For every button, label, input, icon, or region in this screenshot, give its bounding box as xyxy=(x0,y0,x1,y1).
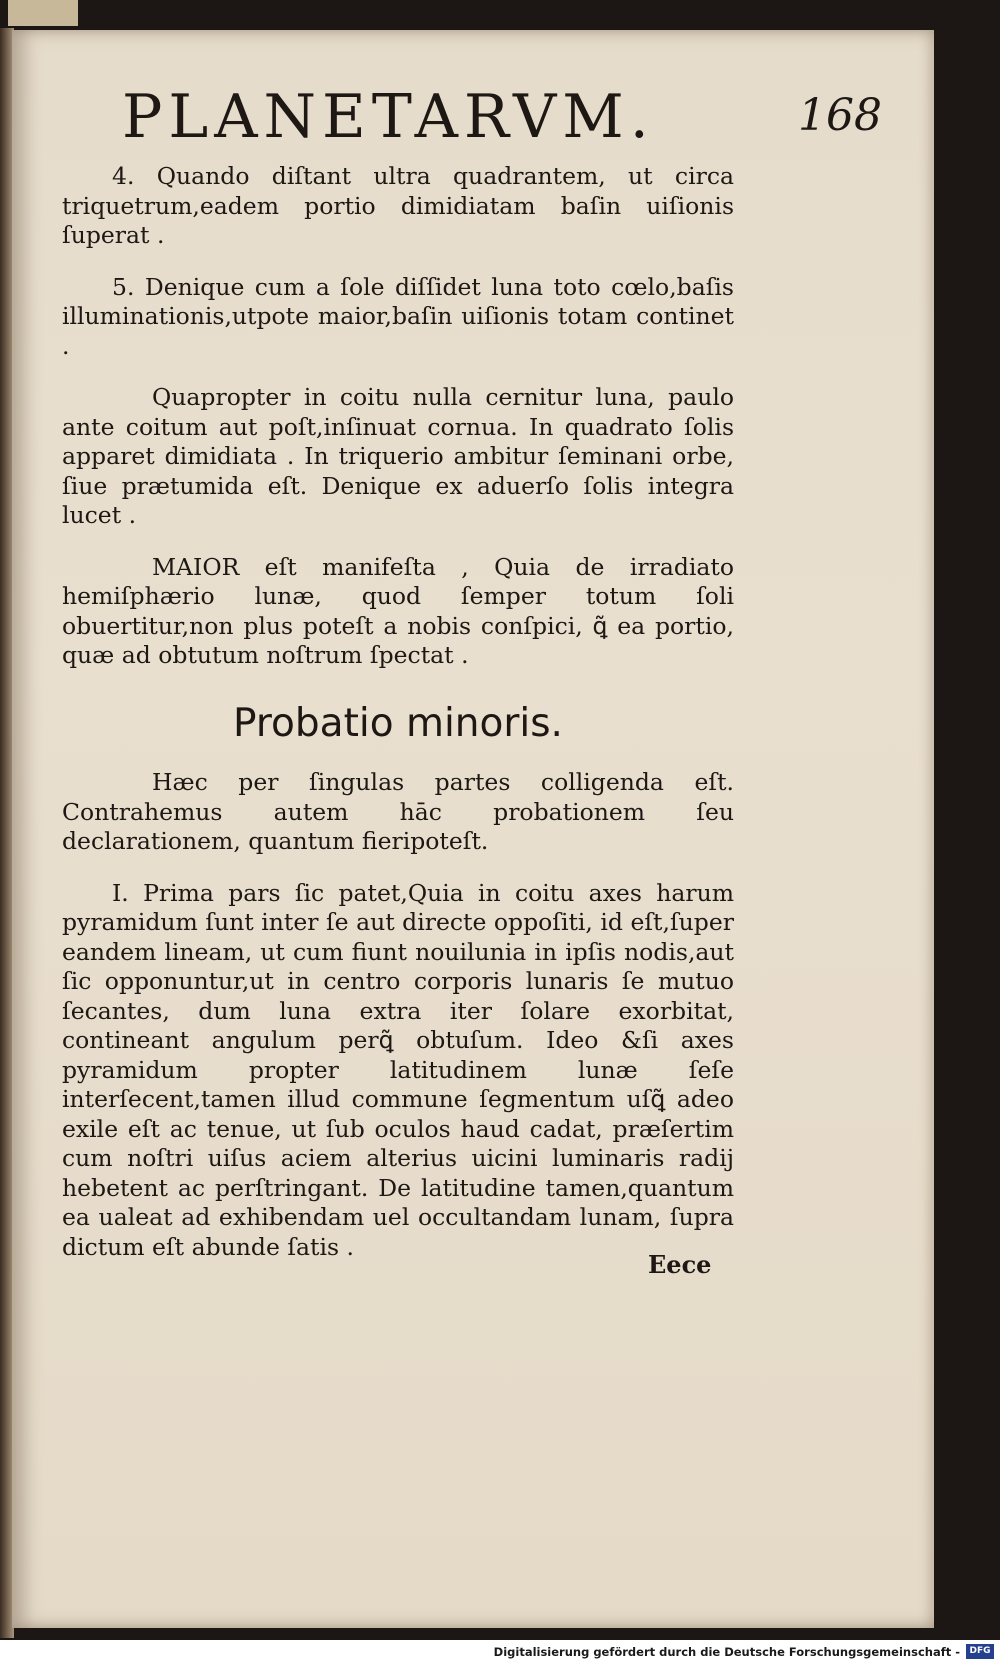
paragraph-quapropter: Quapropter in coitu nulla cernitur luna, paulo ante coitum aut poſt,inſinuat cornua. In quadrato ſolis apparet dimidiata . In triquerio ambitur ſeminani orbe, ſiue prætumida eſt. Denique ex aduerſo ſolis integra lucet . xyxy=(62,383,734,529)
paragraph-maior: MAIOR eſt manifeſta , Quia de irradiato hemiſphærio lunæ, quod ſemper totum ſoli obuertitur,non plus poteſt a nobis conſpici, ꝗ̃ ea portio, quæ ad obtutum noſtrum ſpectat . xyxy=(62,552,734,669)
paragraph-number: I. xyxy=(112,878,129,907)
paragraph-5 xyxy=(62,273,734,362)
catchword: Eece xyxy=(648,1250,712,1279)
page-number: 168 xyxy=(798,90,882,141)
paragraph-haec: Hæc per ſingulas partes colligenda eſt. Contrahemus autem hāc probationem ſeu declarationem, quantum fieripoteſt. xyxy=(62,768,734,855)
book-page xyxy=(12,30,934,1628)
section-heading: Probatio minoris. xyxy=(233,700,563,746)
dfg-logo-icon: DFG xyxy=(966,1644,994,1659)
body-text xyxy=(62,162,734,1284)
footer-bar xyxy=(0,1640,1000,1666)
page-header xyxy=(122,82,882,172)
book-edge-tab xyxy=(8,0,78,26)
paragraph-prima xyxy=(62,879,734,1263)
funding-credit: Digitalisierung gefördert durch die Deutsche Forschungsgemeinschaft - xyxy=(493,1645,960,1659)
paragraph-4 xyxy=(62,162,734,251)
running-title: PLANETARVM. xyxy=(122,82,655,152)
paragraph-number: 4. xyxy=(112,162,135,190)
paragraph-number: 5. xyxy=(112,272,135,301)
paragraph-text: Prima pars ſic patet,Quia in coitu axes harum pyramidum ſunt inter ſe aut directe oppoſiti, id eſt,ſuper eandem lineam, ut cum fiunt nouilunia in ipſis nodis,aut ſic opponuntur,ut in centro corporis lunaris ſe mutuo ſecantes, dum luna extra iter ſolare exorbitat, contineant angulum perꝗ̃ obtuſum. Ideo &ſi axes pyramidum propter latitudinem lunæ ſeſe interſecent,tamen illud commune ſegmentum uſꝗ̃ adeo exile eſt ac tenue, ut ſub oculos haud cadat, præſertim cum noſtri uiſus aciem alterius uicini luminaris radij hebetent ac perſtringant. De latitudine tamen,quantum ea ualeat ad exhibendam uel occultandam lunam, ſupra dictum eſt abunde ſatis . xyxy=(62,878,734,1261)
paragraph-text: Denique cum a ſole diſſidet luna toto cœlo,baſis illuminationis,utpote maior,baſin uiſionis totam continet . xyxy=(62,272,734,360)
paragraph-text: Quando diſtant ultra quadrantem, ut circa triquetrum,eadem portio dimidiatam baſin uiſionis ſuperat . xyxy=(62,162,734,249)
